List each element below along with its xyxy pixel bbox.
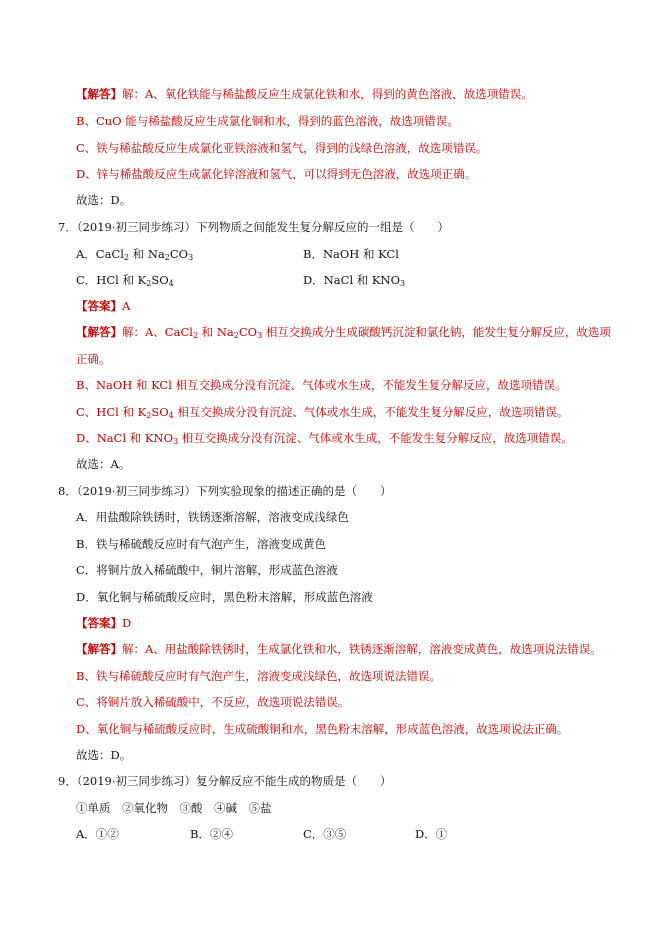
q8-answer-label: 【答案】 xyxy=(76,616,122,630)
q7-number: 7． xyxy=(58,220,77,234)
q7-opt-a-sub1: 2 xyxy=(123,253,130,262)
q7-opt-a-co: CO xyxy=(169,247,189,261)
q7-stem-line xyxy=(58,219,449,235)
q7-sol-a-1: 解：A、CaCl xyxy=(122,325,193,339)
q7-opt-a-text: A．CaCl xyxy=(76,247,124,261)
q7-sol-c-1: C、HCl 和 K xyxy=(76,405,147,419)
q7-sol-c-sub1: 2 xyxy=(146,411,152,420)
q7-solution-a xyxy=(76,324,611,340)
q9-option-a: A．①② xyxy=(76,827,119,841)
q8-stem: 下列实验现象的描述正确的是（ ） xyxy=(196,484,392,498)
q6-solution-c: C、铁与稀盐酸反应生成氯化亚铁溶液和氢气，得到的浅绿色溶液，故选项错误。 xyxy=(76,141,488,155)
q8-choose: 故选：D。 xyxy=(76,748,132,762)
q7-sol-d-sub: 3 xyxy=(173,437,179,446)
q7-solution-b: B、NaOH 和 KCl 相互交换成分没有沉淀、气体或水生成，不能发生复分解反应，故选项错误。 xyxy=(76,378,567,392)
q7-opt-c-text: C．HCl 和 K xyxy=(76,273,147,287)
q8-option-d: D．氧化铜与稀硫酸反应时，黑色粉末溶解，形成蓝色溶液 xyxy=(76,590,373,604)
q7-solution-label: 【解答】 xyxy=(76,325,122,339)
q7-option-c xyxy=(76,272,174,288)
q7-sol-a-sub1: 2 xyxy=(192,331,199,340)
q7-option-b: B．NaOH 和 KCl xyxy=(303,247,399,261)
q6-solution-prefix: 解： xyxy=(122,87,145,101)
q9-option-c: C．③⑤ xyxy=(303,827,347,841)
q7-sol-c-2: SO xyxy=(151,405,169,419)
q6-solution-b: B、CuO 能与稀盐酸反应生成氯化铜和水，得到的蓝色溶液，故选项错误。 xyxy=(76,114,459,128)
q8-stem-line xyxy=(58,483,392,499)
q8-source: （2019·初三同步练习） xyxy=(76,484,196,498)
q8-solution-d: D、氧化铜与稀硫酸反应时，生成硫酸铜和水，黑色粉末溶解，形成蓝色溶液，故选项说法正确。 xyxy=(76,722,569,736)
q8-solution-c: C、将铜片放入稀硫酸中，不反应，故选项说法错误。 xyxy=(76,695,350,709)
q7-opt-a-sub3: 3 xyxy=(188,253,194,262)
q7-answer: A xyxy=(122,299,131,313)
q7-sol-a-3: CO xyxy=(238,325,258,339)
q8-number: 8． xyxy=(58,484,77,498)
q7-answer-label: 【答案】 xyxy=(76,299,122,313)
q8-sol-a-text: 解：A、用盐酸除铁锈时，生成氯化铁和水，铁锈逐渐溶解，溶液变成黄色，故选项说法错误。 xyxy=(122,642,602,656)
q9-stem: 复分解反应不能生成的物质是（ ） xyxy=(196,774,392,788)
q6-solution-a: A、氧化铁能与稀盐酸反应生成氯化铁和水，得到的黄色溶液，故选项错误。 xyxy=(145,87,533,101)
q8-option-a: A．用盐酸除铁锈时，铁锈逐渐溶解，溶液变成浅绿色 xyxy=(76,510,349,524)
q9-number: 9． xyxy=(58,774,77,788)
q8-solution-label: 【解答】 xyxy=(76,642,122,656)
q7-sol-a-2: 和 Na xyxy=(198,325,234,339)
q7-sol-d-1: D、NaCl 和 KNO xyxy=(76,431,174,445)
q6-solution-line-a xyxy=(76,86,533,102)
q7-opt-d-text: D．NaCl 和 KNO xyxy=(303,273,401,287)
q7-stem: 下列物质之间能发生复分解反应的一组是（ ） xyxy=(196,220,449,234)
q8-option-b: B．铁与稀硫酸反应时有气泡产生，溶液变成黄色 xyxy=(76,537,326,551)
q7-choose: 故选：A。 xyxy=(76,457,131,471)
q6-solution-label: 【解答】 xyxy=(76,87,122,101)
q7-sol-c-sub2: 4 xyxy=(168,411,174,420)
q9-stem-line xyxy=(58,773,392,789)
q9-option-d: D．① xyxy=(415,827,448,841)
q9-source: （2019·初三同步练习） xyxy=(76,774,196,788)
q9-option-b: B．②④ xyxy=(190,827,233,841)
q7-opt-a-mid: 和 Na xyxy=(129,247,165,261)
q7-opt-a-sub2: 2 xyxy=(164,253,170,262)
q7-sol-d-2: 相互交换成分没有沉淀、气体或水生成，不能发生复分解反应，故选项错误。 xyxy=(178,431,573,445)
q7-opt-d-sub: 3 xyxy=(400,279,406,288)
q7-source: （2019·初三同步练习） xyxy=(76,220,196,234)
q7-sol-a-4: 相互交换成分生成碳酸钙沉淀和氯化钠，能发生复分解反应，故选项 xyxy=(262,325,611,339)
q7-sol-c-3: 相互交换成分没有沉淀、气体或水生成，不能发生复分解反应，故选项错误。 xyxy=(173,405,569,419)
q7-answer-line xyxy=(76,298,130,314)
q8-solution-a xyxy=(76,641,602,657)
q7-sol-a-sub2: 2 xyxy=(233,331,239,340)
q7-sol-a-sub3: 3 xyxy=(257,331,263,340)
q6-choose: 故选：D。 xyxy=(76,193,132,207)
q6-solution-d: D、锌与稀盐酸反应生成氯化锌溶液和氢气，可以得到无色溶液，故选项正确。 xyxy=(76,167,477,181)
q7-opt-c-sub1: 2 xyxy=(146,279,152,288)
q8-option-c: C．将铜片放入稀硫酸中，铜片溶解，形成蓝色溶液 xyxy=(76,563,338,577)
q7-option-d xyxy=(303,272,405,288)
q8-answer-line xyxy=(76,615,131,631)
q7-solution-c xyxy=(76,404,568,420)
q7-opt-c-mid: SO xyxy=(151,273,169,287)
q8-answer: D xyxy=(122,616,132,630)
q7-solution-a-cont: 正确。 xyxy=(76,352,111,366)
q7-option-a xyxy=(76,246,193,262)
q8-solution-b: B、铁与稀硫酸反应时有气泡产生，溶液变成浅绿色，故选项说法错误。 xyxy=(76,669,441,683)
q7-solution-d xyxy=(76,430,573,446)
q7-opt-c-sub2: 4 xyxy=(168,279,174,288)
q9-items: ①单质 ②氧化物 ③酸 ④碱 ⑤盐 xyxy=(76,801,272,815)
